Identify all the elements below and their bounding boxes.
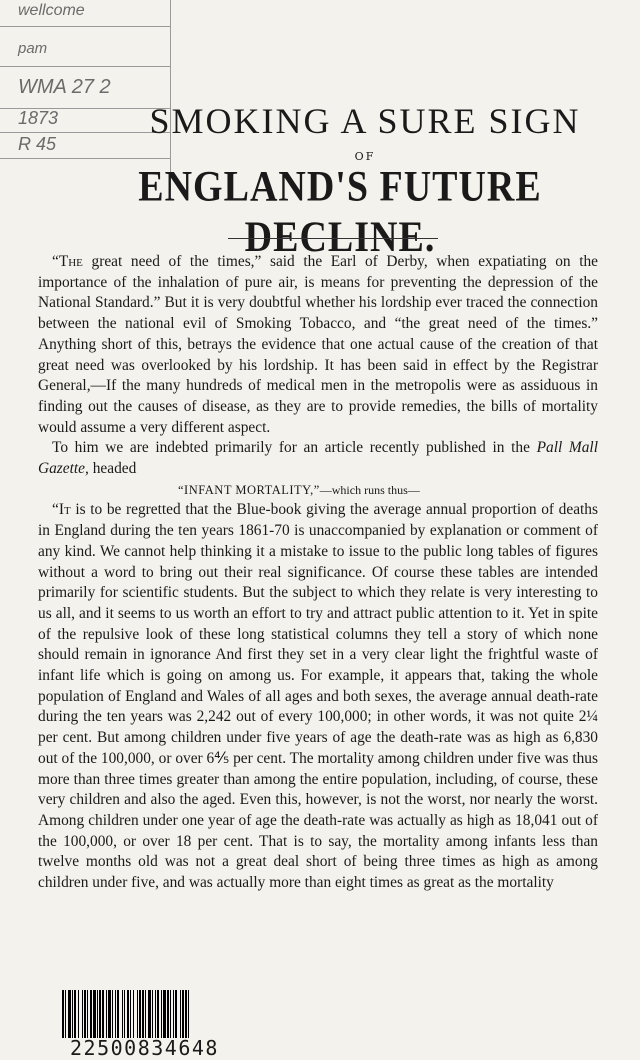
stamp-text: wellcome (18, 2, 85, 19)
paragraph-text: headed (92, 460, 137, 478)
paragraph-text: is to be regretted that the Blue-book giving the average annual proportion of deaths in England during the ten years 1861-70 is unaccompanied by explanation or comment of any kind. We cannot help thinking it a mistake to issue to the public long tables of figures without a word to bring out their real significance. Of course these tables are intended primarily for scientific students. But the subject to which they relate is very interesting to us all, and it seems to us worth an effort to try and attract public attention to it. Yet in spite of the repulsive look of these long statistical columns they tell a story of which none should remain in ignorance And first they set in a very clear light the frightful waste of infant life which is going on among us. For example, it appears that, taking the whole population of England and Wales of all ages and both sexes, the average annual death-rate during the ten years was 2,242 out of every 100,000; in other words, it was not quite 2¼ per cent. But among children under five years of age the death-rate was as high as 6,830 out of the 100,000, or over 6⅘ per cent. The mortality among children under five was thus more than three times greater than among the entire population, including, of course, these very children and also the aged. Even this, however, is not the worst, nor nearly the worst. Among children under one year of age the death-rate was actually as high as 18,041 out of the 100,000, or over 18 per cent. That is to say, the mortality among infants less than twelve months old was not a great deal short of being three times as high as among children under five, and was actually more than eight times as great as the mortality (38, 501, 598, 892)
stamp-text: R 45 (18, 134, 57, 154)
barcode-number: 22500834648 (70, 1036, 219, 1060)
stamp-text: 1873 (18, 108, 59, 128)
paragraph-text: To him we are indebted primarily for an article recently published in the (52, 439, 530, 457)
title-rule (228, 238, 438, 239)
article-body (38, 252, 598, 894)
heading-text: “INFANT MORTALITY,” (178, 482, 320, 497)
title-connector: OF (354, 150, 376, 163)
stamp-text: pam (18, 40, 48, 57)
paragraph-1 (38, 252, 598, 438)
barcode-bar (189, 990, 191, 1038)
stamp-row (0, 26, 170, 67)
publication-name: Pall Mall Gazette, (38, 439, 598, 478)
title-line-2: ENGLAND'S FUTURE DECLINE. (138, 162, 542, 262)
stamp-text: WMA 27 2 (18, 76, 111, 98)
heading-suffix: —which runs thus— (319, 482, 420, 497)
paragraph-text: great need of the times,” said the Earl of Derby, when expatiating on the importance of the inhalation of pure air, is means for preventing the depression of the National Standard.” But it is very doubtful whether his lordship ever traced the connection between the national evil of Smoking Tobacco, and “the great need of the times.” Anything short of this, betrays the evidence that one actual cause of the creation of that great need was overlooked by his lordship. It has been said in effect by the Registrar General,—If the many hundreds of medical men in the metropolis were as assiduous in finding out the causes of disease, as they are to provide remedies, the bills of mortality would assume a very different aspect. (38, 253, 598, 436)
paragraph-2 (38, 438, 598, 479)
barcode (62, 990, 282, 1038)
paragraph-lead: “It (52, 501, 71, 519)
title-line-1: SMOKING A SURE SIGN (149, 101, 581, 141)
paragraph-3 (38, 500, 598, 893)
stamp-row (0, 0, 170, 27)
paragraph-lead: “The (52, 253, 83, 270)
article-heading (38, 480, 598, 501)
